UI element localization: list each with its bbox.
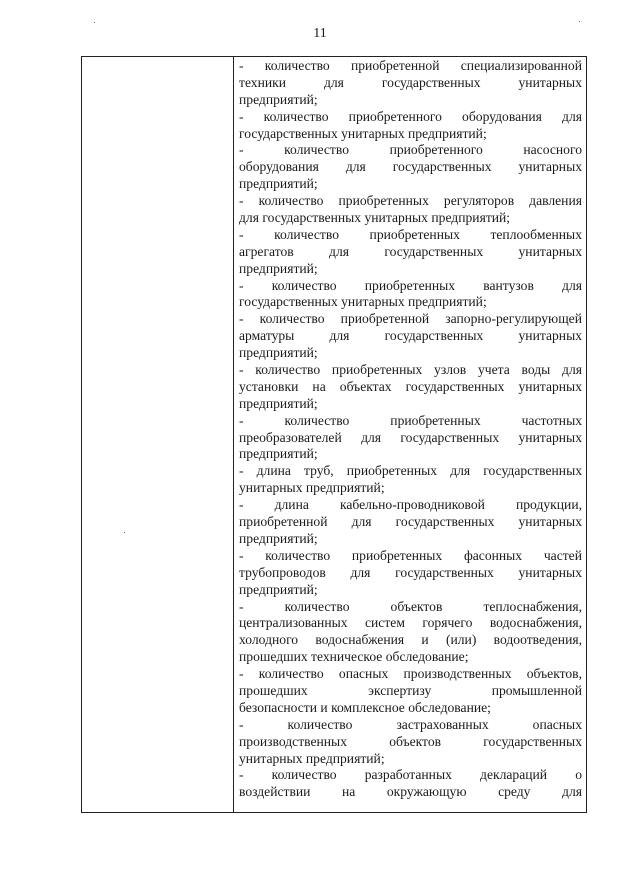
list-item-line: - количество приобретенной запорно-регулирующей <box>239 311 582 327</box>
list-item-line: - количество разработанных деклараций о <box>239 767 582 783</box>
list-item-line: приобретенной для государственных унитарных <box>239 514 582 530</box>
scan-speck <box>124 532 125 533</box>
list-item-line: трубопроводов для государственных унитарных <box>239 564 582 580</box>
list-item-line: - количество приобретенной специализированной <box>239 58 582 73</box>
list-item-line: - количество приобретенного оборудования для <box>239 108 582 124</box>
list-item-line: - количество приобретенных узлов учета воды для <box>239 362 582 378</box>
list-item-line: прошедших техническое обследование; <box>239 649 469 665</box>
indicators-table <box>81 56 587 813</box>
list-item <box>239 142 582 193</box>
list-item-line: унитарных предприятий; <box>239 750 385 766</box>
list-item <box>239 599 582 667</box>
list-item <box>239 463 582 497</box>
list-item-line: - количество объектов теплоснабжения, <box>239 598 582 614</box>
list-item-line: - количество опасных производственных объектов, <box>239 666 582 682</box>
list-item <box>239 497 582 548</box>
list-item <box>239 227 582 278</box>
list-item <box>239 767 582 801</box>
list-item <box>239 548 582 599</box>
list-item-line: воздействии на окружающую среду для <box>239 784 582 800</box>
list-item-line: предприятий; <box>239 395 318 411</box>
list-item-line: - количество приобретенного насосного <box>239 142 582 158</box>
table-left-cell <box>82 57 234 812</box>
list-item <box>239 362 582 413</box>
list-item <box>239 311 582 362</box>
list-item-line: - количество приобретенных теплообменных <box>239 226 582 242</box>
list-item-line: - длина кабельно-проводниковой продукции, <box>239 497 582 513</box>
list-item-line: государственных унитарных предприятий; <box>239 294 487 310</box>
list-item <box>239 193 582 227</box>
list-item-line: - количество приобретенных частотных <box>239 412 582 428</box>
page-number: 11 <box>313 26 327 41</box>
scan-speck <box>579 21 580 22</box>
list-item-line: производственных объектов государственных <box>239 733 582 749</box>
list-item-line: предприятий; <box>239 345 318 361</box>
list-item-line: безопасности и комплексное обследование; <box>239 699 491 715</box>
list-item-line: - длина труб, приобретенных для государственных <box>239 463 582 479</box>
list-item-line: государственных унитарных предприятий; <box>239 125 487 141</box>
list-item-line: холодного водоснабжения и (или) водоотведения, <box>239 632 582 648</box>
list-item-line: оборудования для государственных унитарных <box>239 159 582 175</box>
list-item-line: - количество приобретенных фасонных частей <box>239 547 582 563</box>
scan-speck <box>94 22 95 23</box>
list-item-line: предприятий; <box>239 260 318 276</box>
list-item-line: предприятий; <box>239 176 318 192</box>
list-item-line: предприятий; <box>239 446 318 462</box>
list-item <box>239 666 582 717</box>
list-item-line: предприятий; <box>239 91 318 107</box>
list-item-line: преобразователей для государственных унитарных <box>239 429 582 445</box>
list-item-line: агрегатов для государственных унитарных <box>239 243 582 259</box>
list-item-line: прошедших экспертизу промышленной <box>239 682 582 698</box>
list-item-line: предприятий; <box>239 530 318 546</box>
list-item-line: - количество приобретенных регуляторов давления <box>239 193 582 209</box>
table-right-cell <box>234 57 586 812</box>
list-item-line: унитарных предприятий; <box>239 480 385 496</box>
list-item <box>239 278 582 312</box>
list-item-line: централизованных систем горячего водоснабжения, <box>239 615 582 631</box>
list-item-line: техники для государственных унитарных <box>239 74 582 90</box>
list-item <box>239 58 582 109</box>
list-item-line: для государственных унитарных предприятий; <box>239 210 511 226</box>
list-item-line: установки на объектах государственных унитарных <box>239 378 582 394</box>
list-item-line: - количество приобретенных вантузов для <box>239 277 582 293</box>
list-item-line: предприятий; <box>239 581 318 597</box>
list-item <box>239 109 582 143</box>
list-item <box>239 717 582 768</box>
list-item-line: арматуры для государственных унитарных <box>239 328 582 344</box>
list-item <box>239 413 582 464</box>
list-item-line: - количество застрахованных опасных <box>239 716 582 732</box>
